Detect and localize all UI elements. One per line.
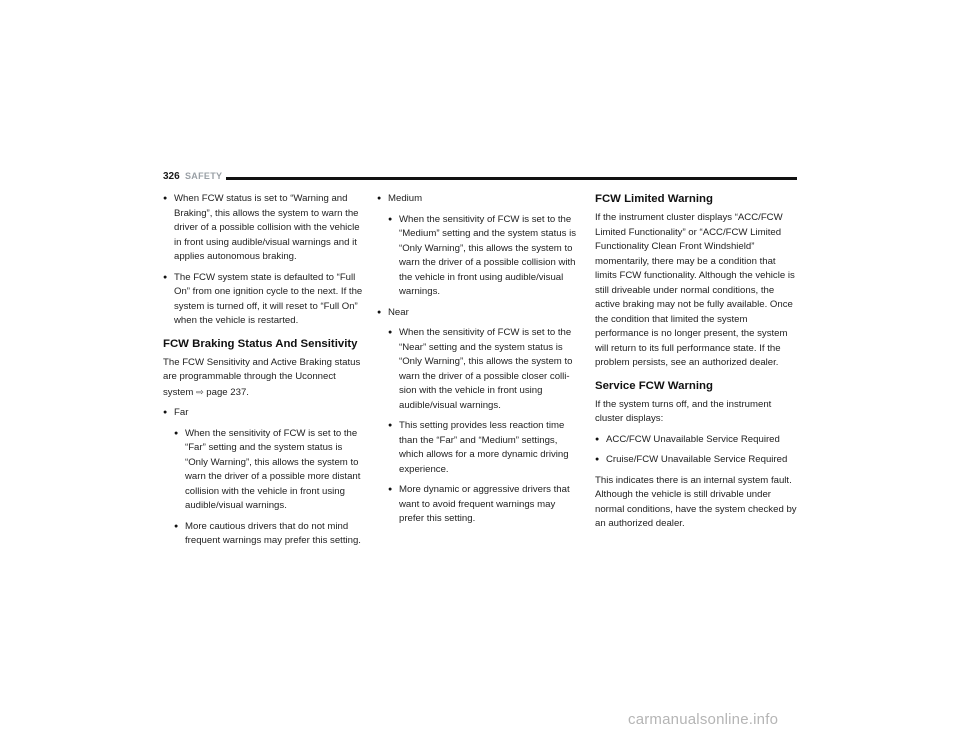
list-item: ● When the sensitivity of FCW is set to the “Near” setting and the system status is “Only Warning”, this allows the system to warn the driver of a possible closer colli-sion with the vehicle in front using audible/visual warnings. [388, 326, 579, 413]
section-heading: Service FCW Warning [595, 379, 713, 392]
page-number: 326 [163, 171, 180, 182]
page-reference[interactable]: page 237. [206, 386, 249, 398]
section-heading: FCW Limited Warning [595, 193, 713, 205]
section-title: SAFETY [185, 171, 223, 181]
list-item: ● When the sensitivity of FCW is set to the “Far” setting and the system status is “Only Warning”, this allows the system to warn the driver of a possible more distant collision with the vehicle in front using audible/visual warnings. [174, 427, 365, 514]
list-item: ● This setting provides less reaction time than the “Far” and “Medium” settings, which allows for a more dynamic driving experience. [388, 419, 579, 477]
column-2 [377, 192, 579, 533]
list-item: ● When FCW status is set to “Warning and Braking”, this allows the system to warn the driver of a possible collision with the vehicle in front using audible/visual warnings and it applies autonomous braking. [163, 192, 365, 265]
list-item: ● When the sensitivity of FCW is set to the “Medium” setting and the system status is “Only Warning”, this allows the system to warn the driver of a possible collision with the vehicle in front using audible/visual warnings. [388, 213, 579, 300]
column-3 [595, 192, 799, 538]
list-item: ● More cautious drivers that do not mind frequent warnings may prefer this setting. [174, 520, 365, 549]
list-item: ● ACC/FCW Unavailable Service Required [595, 433, 799, 448]
list-item: ● Cruise/FCW Unavailable Service Required [595, 453, 799, 468]
list-item: ● More dynamic or aggressive drivers that want to avoid frequent warnings may prefer this setting. [388, 483, 579, 527]
list-item-far: ● Far ● When the sensitivity of FCW is set to the “Far” setting and the system status is “Only Warning”, this allows the system to warn the driver of a possible more distant collision with the vehicle in front using audible/visual warnings. ● More cautious drivers that do not mind frequent warnings may prefer this setting. [163, 406, 365, 549]
paragraph: If the instrument cluster displays “ACC/FCW Limited Functionality” or “ACC/FCW Limited Functionality Clean Front Windshield” momentarily, there may be a condition that limits FCW functionality. Although the vehicle is still driveable under normal conditions, the active braking may not be fully available. Once the condition that limited the system performance is no longer present, the system will return to its full performance state. If the problem persists, see an authorized dealer. [595, 212, 795, 368]
list-item-medium: ● Medium ● When the sensitivity of FCW is set to the “Medium” setting and the system status is “Only Warning”, this allows the system to warn the driver of a possible collision with the vehicle in front using audible/visual warnings. [377, 192, 579, 300]
paragraph: If the system turns off, and the instrument cluster displays: [595, 398, 772, 424]
page-reference-arrow-icon: ⇨ [196, 386, 204, 397]
paragraph: The FCW Sensitivity and Active Braking status are programmable through the Uconnect system ⇨ page 237. [163, 356, 361, 398]
list-item: ● The FCW system state is defaulted to “Full On” from one ignition cycle to the next. If the system is turned off, it will reset to “Full On” when the vehicle is restarted. [163, 271, 365, 329]
column-1 [163, 192, 365, 555]
section-heading: FCW Braking Status And Sensitivity [163, 337, 358, 350]
page-header [163, 171, 797, 187]
header-rule [226, 177, 797, 180]
paragraph: This indicates there is an internal system fault. Although the vehicle is still drivable under normal conditions, have the system checked by an authorized dealer. [595, 474, 797, 529]
list-item-near: ● Near ● When the sensitivity of FCW is set to the “Near” setting and the system status is “Only Warning”, this allows the system to warn the driver of a possible closer colli-sion with the vehicle in front using audible/visual warnings. ● This setting provides less reaction time than the “Far” and “Medium” settings, which allows for a more dynamic driving experience. ● More dynamic or aggressive drivers that want to avoid frequent warnings may prefer this setting. [377, 306, 579, 527]
watermark: carmanualsonline.info [628, 711, 779, 728]
